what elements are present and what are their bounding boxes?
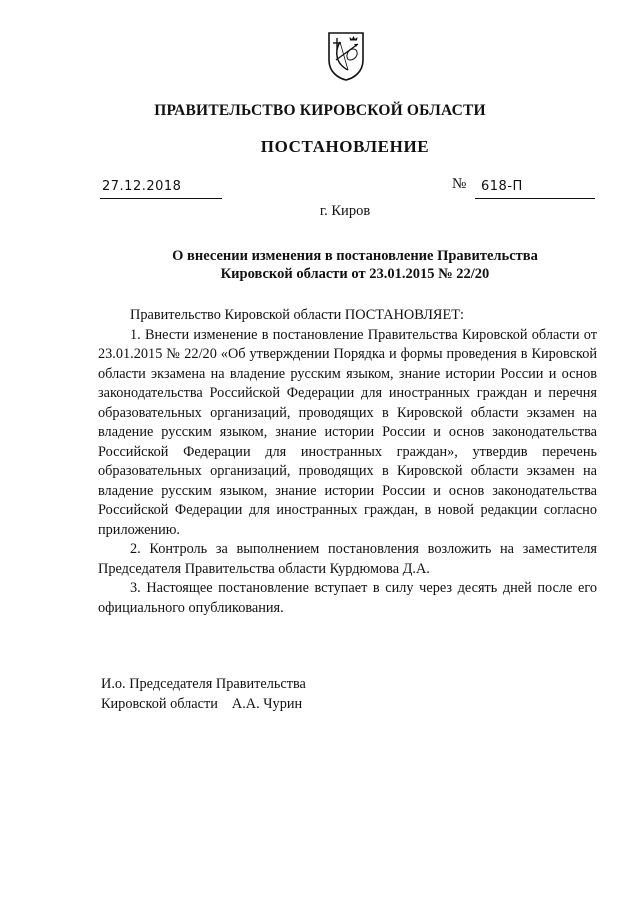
document-number-field	[475, 178, 595, 199]
number-sign: №	[452, 176, 467, 192]
paragraph-3: 3. Настоящее постановление вступает в силу через десять дней после его официального опубликования.	[98, 580, 597, 616]
paragraph-2: 2. Контроль за выполнением постановления возложить на заместителя Председателя Правительства области Курдюмова Д.А.	[98, 541, 597, 577]
paragraph-1: 1. Внести изменение в постановление Правительства Кировской области от 23.01.2015 № 22/20 «Об утверждении Порядка и формы проведения в Кировской области экзамена на владение русским языком, знание истории России и основ законодательства Российской Федерации для иностранных граждан и перечня образовательных организаций, проводящих в Кировской области экзамен на владение русским языком, знание истории России и основ законодательства Российской Федерации для иностранных граждан», утвердив перечень образовательных организаций, проводящих в Кировской области экзамен на владение русским языком, знание истории России и основ законодательства Российской Федерации для иностранных граждан, в новой редакции согласно приложению.	[98, 326, 597, 538]
signatory-position: И.о. Председателя Правительства	[101, 676, 306, 692]
title-line-2: Кировской области от 23.01.2015 № 22/20	[220, 266, 490, 282]
resolution-lead: Правительство Кировской области ПОСТАНОВЛЯЕТ:	[130, 307, 464, 323]
title-line-1: О внесении изменения в постановление Правительства	[172, 248, 538, 264]
signatory-name: А.А. Чурин	[231, 696, 303, 712]
document-date: 27.12.2018	[102, 179, 182, 194]
signatory-region: Кировской области	[101, 696, 218, 712]
document-title	[0, 247, 640, 283]
kirov-coat-of-arms-icon	[326, 30, 366, 82]
document-date-field	[100, 178, 222, 199]
document-body	[98, 306, 597, 618]
city: г. Киров	[319, 203, 371, 219]
document-number: 618-П	[481, 179, 523, 194]
signature-block	[101, 674, 306, 714]
document-type: ПОСТАНОВЛЕНИЕ	[260, 137, 430, 156]
organization-name: ПРАВИТЕЛЬСТВО КИРОВСКОЙ ОБЛАСТИ	[154, 102, 486, 119]
